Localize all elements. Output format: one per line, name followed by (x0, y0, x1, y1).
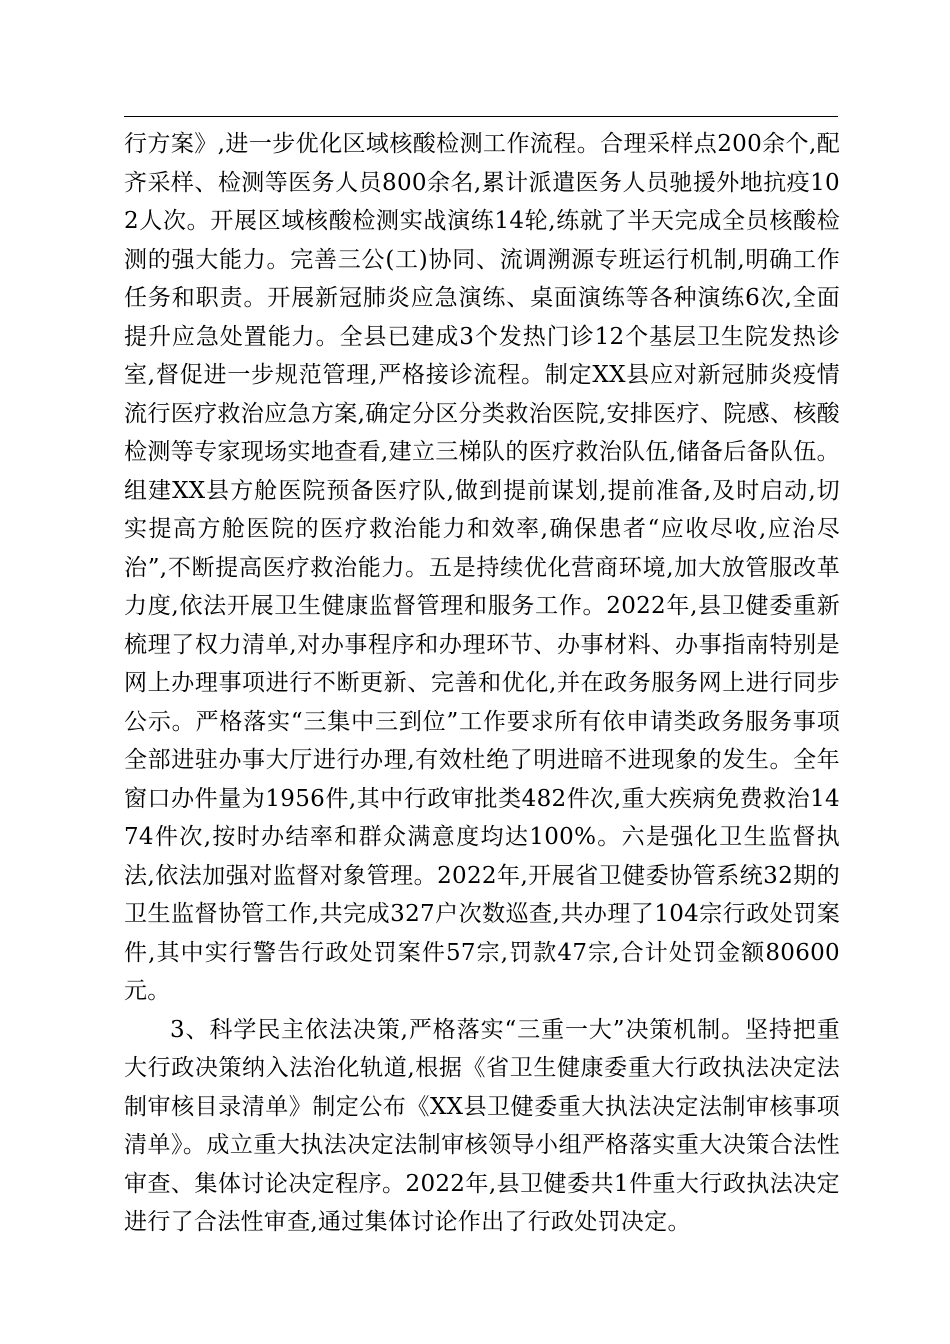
header-rule (124, 116, 838, 117)
paragraph-continuation: 行方案》,进一步优化区域核酸检测工作流程。合理采样点200余个,配齐采样、检测等医务人员800余名,累计派遣医务人员驰援外地抗疫102人次。开展区域核酸检测实战演练14轮,练就了半天完成全员核酸检测的强大能力。完善三公(工)协同、流调溯源专班运行机制,明确工作任务和职责。开展新冠肺炎应急演练、桌面演练等各种演练6次,全面提升应急处置能力。全县已建成3个发热门诊12个基层卫生院发热诊室,督促进一步规范管理,严格接诊流程。制定XX县应对新冠肺炎疫情流行医疗救治应急方案,确定分区分类救治医院,安排医疗、院感、核酸检测等专家现场实地查看,建立三梯队的医疗救治队伍,储备后备队伍。组建XX县方舱医院预备医疗队,做到提前谋划,提前准备,及时启动,切实提高方舱医院的医疗救治能力和效率,确保患者“应收尽收,应治尽治”,不断提高医疗救治能力。五是持续优化营商环境,加大放管服改革力度,依法开展卫生健康监督管理和服务工作。2022年,县卫健委重新梳理了权力清单,对办事程序和办理环节、办事材料、办事指南特别是网上办理事项进行不断更新、完善和优化,并在政务服务网上进行同步公示。严格落实“三集中三到位”工作要求所有依申请类政务服务事项全部进驻办事大厅进行办理,有效杜绝了明进暗不进现象的发生。全年窗口办件量为1956件,其中行政审批类482件次,重大疾病免费救治1474件次,按时办结率和群众满意度均达100%。六是强化卫生监督执法,依法加强对监督对象管理。2022年,开展省卫健委协管系统32期的卫生监督协管工作,共完成327户次数巡查,共办理了104宗行政处罚案件,其中实行警告行政处罚案件57宗,罚款47宗,合计处罚金额80600元。 (124, 131, 840, 1004)
paragraph-section-3: 3、科学民主依法决策,严格落实“三重一大”决策机制。坚持把重大行政决策纳入法治化轨道,根据《省卫生健康委重大行政执法决定法制审核目录清单》制定公布《XX县卫健委重大执法决定法制审核事项清单》。成立重大执法决定法制审核领导小组严格落实重大决策合法性审查、集体讨论决定程序。2022年,县卫健委共1件重大行政执法决定进行了合法性审查,通过集体讨论作出了行政处罚决定。 (124, 1016, 840, 1235)
body-text (124, 125, 840, 1242)
